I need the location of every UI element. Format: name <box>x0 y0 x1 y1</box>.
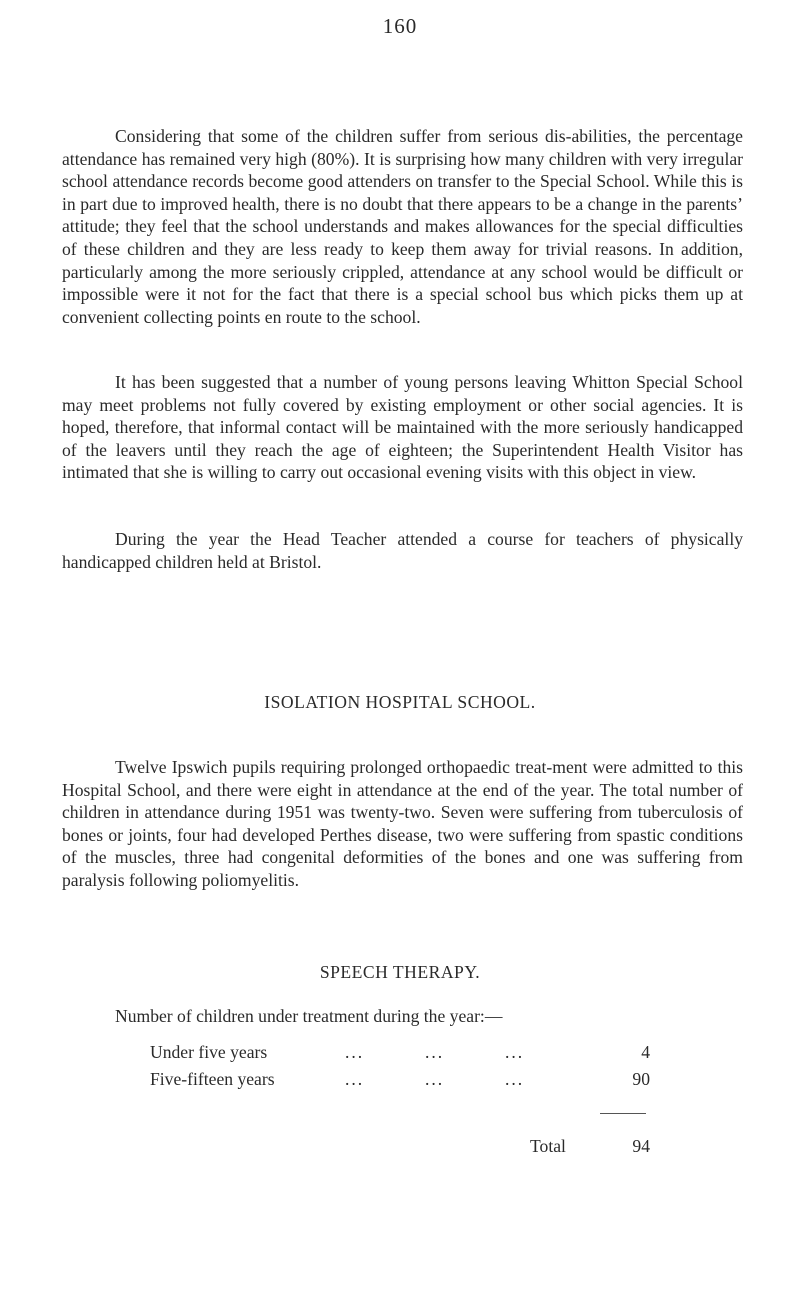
row-label: Under five years <box>150 1042 268 1062</box>
paragraph-isolation-hospital: Twelve Ipswich pupils requiring prolonged orthopaedic treat-ment were admitted to this Hospital School, and there were eight in attendance at the end of the year. The total number of children in attendance during 1951 was twenty-two. Seven were suffering from tuberculosis of bones or joints, four had developed Perthes disease, two were suffering from spastic conditions of the muscles, three had congenital deformities of the bones and one was suffering from paralysis following poliomyelitis. <box>62 757 743 890</box>
total-label: Total <box>530 1136 566 1156</box>
row-value: 90 <box>632 1069 650 1089</box>
row-value: 4 <box>641 1042 650 1062</box>
paragraph-leavers: It has been suggested that a number of young persons leaving Whitton Special School may meet problems not fully covered by existing employment or other social agencies. It is hoped, therefore, that informal contact will be maintained with the more seriously handicapped of the leavers until they reach the age of eighteen; the Superintendent Health Visitor has intimated that she is willing to carry out occasional evening visits with this object in view. <box>62 372 743 483</box>
speech-table-intro: Number of children under treatment during the year:— <box>115 1006 503 1026</box>
heading-speech-therapy: SPEECH THERAPY. <box>319 962 481 982</box>
leader-dots: ... ... ... <box>345 1042 525 1062</box>
paragraph-attendance: Considering that some of the children suffer from serious dis-abilities, the percentage attendance has remained very high (80%). It is surprising how many children with very irregular school attendance records become good attenders on transfer to the Special School. While this is in part due to improved health, there is no doubt that there appears to be a change in the parents’ attitude; they feel that the school understands and makes allowances for the special difficulties of these children and they are less ready to keep them away for trivial reasons. In addition, particularly among the more seriously crippled, attendance at any school would be difficult or impossible were it not for the fact that there is a special school bus which picks them up at convenient collecting points en route to the school. <box>62 126 743 327</box>
total-rule <box>600 1113 646 1114</box>
total-value: 94 <box>632 1136 650 1156</box>
table-row <box>150 1067 650 1091</box>
paragraph-head-teacher-course: During the year the Head Teacher attended a course for teachers of physically handicapped children held at Bristol. <box>62 529 743 572</box>
page-number: 160 <box>382 14 418 38</box>
leader-dots: ... ... ... <box>345 1069 525 1089</box>
row-label: Five-fifteen years <box>150 1069 275 1089</box>
heading-isolation-hospital-school: ISOLATION HOSPITAL SCHOOL. <box>264 692 536 712</box>
table-row <box>150 1040 650 1064</box>
